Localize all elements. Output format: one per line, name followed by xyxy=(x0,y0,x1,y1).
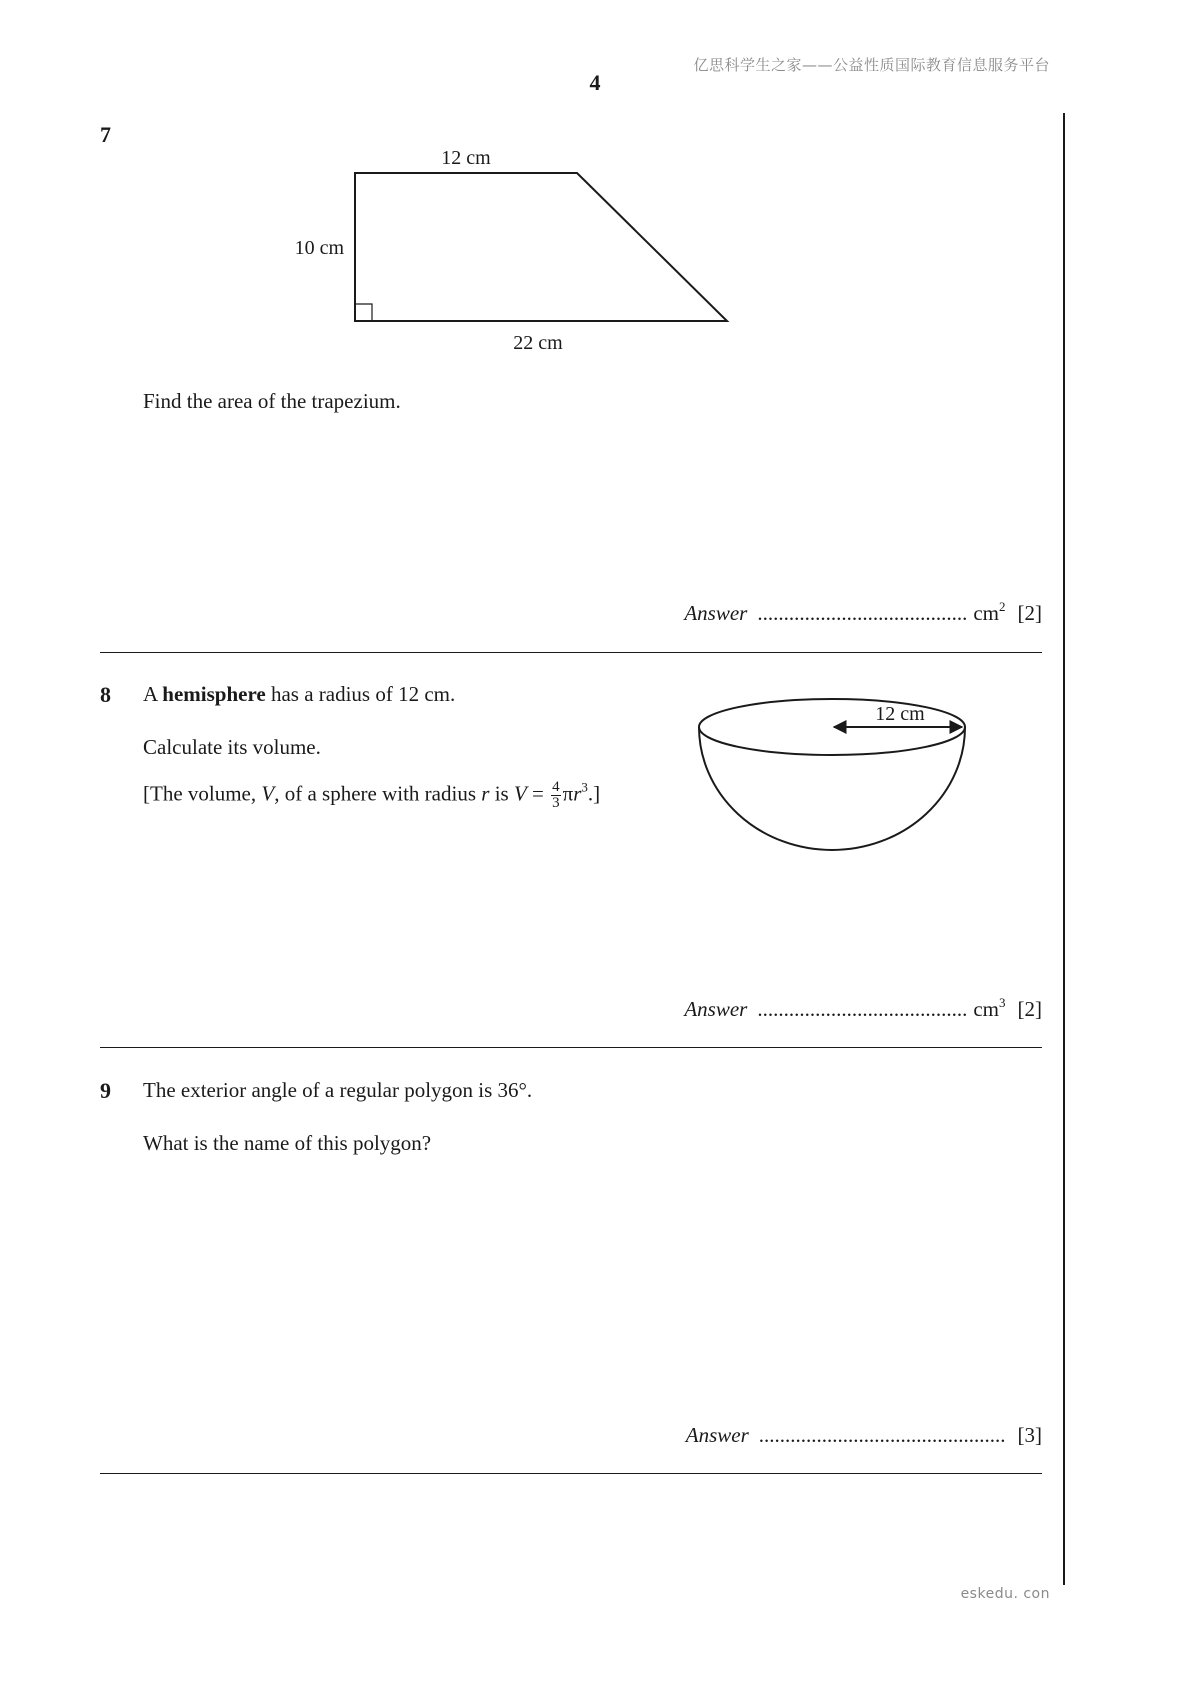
hemisphere-bowl xyxy=(699,727,965,850)
hemisphere-term: hemisphere xyxy=(162,682,266,706)
question-8-line2: Calculate its volume. xyxy=(143,735,321,759)
question-9-answer xyxy=(686,1423,1042,1448)
answer-marks: [2] xyxy=(1017,997,1042,1021)
question-7-answer xyxy=(684,601,1042,626)
answer-unit: cm xyxy=(973,997,999,1021)
divider-2 xyxy=(100,1047,1042,1048)
right-angle-marker xyxy=(355,304,372,321)
hemisphere-diagram xyxy=(690,690,980,860)
divider-3 xyxy=(100,1473,1042,1474)
answer-marks: [2] xyxy=(1017,601,1042,625)
page-number: 4 xyxy=(589,70,601,95)
header-watermark: 亿思科学生之家——公益性质国际教育信息服务平台 xyxy=(693,56,1050,74)
answer-label: Answer xyxy=(684,997,748,1021)
question-7-number: 7 xyxy=(100,122,111,147)
margin-rule xyxy=(1063,113,1065,1585)
question-9-line2: What is the name of this polygon? xyxy=(143,1131,432,1155)
answer-unit-power: 2 xyxy=(999,599,1006,614)
trapezium-top-label: 12 cm xyxy=(441,147,491,169)
radius-label: 12 cm xyxy=(875,703,925,725)
question-8-text: A hemisphere has a radius of 12 cm. xyxy=(143,682,456,706)
trapezium-diagram xyxy=(280,140,740,360)
answer-label: Answer xyxy=(685,1423,749,1447)
answer-unit: cm xyxy=(973,601,999,625)
fraction-four-thirds: $\frac{4}{3}$ xyxy=(552,779,560,811)
trapezium-bottom-label: 22 cm xyxy=(513,332,563,354)
answer-dots[interactable]: ........................................ xyxy=(757,997,968,1021)
footer-watermark: eskedu. con xyxy=(960,1586,1050,1602)
answer-dots[interactable]: ........................................ xyxy=(757,601,968,625)
question-9-number: 9 xyxy=(100,1078,111,1103)
trapezium-left-label: 10 cm xyxy=(294,237,344,259)
question-7-text: Find the area of the trapezium. xyxy=(143,389,401,413)
answer-label: Answer xyxy=(684,601,748,625)
answer-dots[interactable]: ............................................... xyxy=(758,1423,1006,1447)
question-8-number: 8 xyxy=(100,682,111,707)
question-8-answer xyxy=(684,997,1042,1022)
question-9-text: The exterior angle of a regular polygon is 36°. xyxy=(143,1078,533,1102)
question-8-formula: [The volume, V, of a sphere with radius r is V = $\frac{4}{3}$ $\pi r^3$.] xyxy=(143,779,601,811)
divider-1 xyxy=(100,652,1042,653)
trapezium-shape xyxy=(355,173,727,321)
answer-marks: [3] xyxy=(1017,1423,1042,1447)
answer-unit-power: 3 xyxy=(999,995,1006,1010)
